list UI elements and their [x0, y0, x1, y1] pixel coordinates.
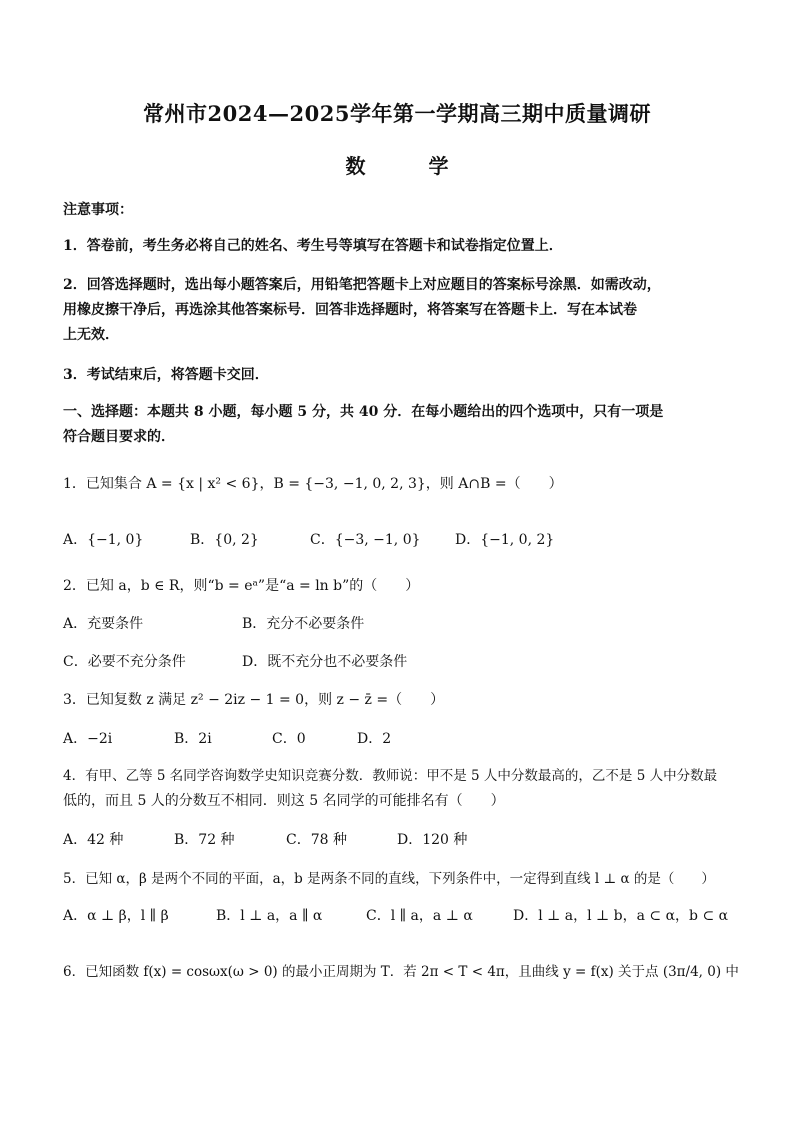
question-4-stem-cont: 低的，而且 5 人的分数互不相同．则这 5 名同学的可能排名有（ ） [63, 793, 505, 809]
question-5-option-b: B．l ⊥ a，a ∥ α [216, 908, 323, 924]
question-4-option-c: C．78 种 [286, 832, 347, 848]
notice-item-1: 1．答卷前，考生务必将自己的姓名、考生号等填写在答题卡和试卷指定位置上． [63, 238, 563, 254]
question-3-option-c: C．0 [272, 731, 306, 747]
question-2-option-d: D．既不充分也不必要条件 [242, 654, 408, 670]
question-4-option-d: D．120 种 [397, 832, 468, 848]
question-5-option-a: A．α ⊥ β，l ∥ β [63, 908, 169, 924]
question-1-option-a: A．{−1, 0} [63, 532, 144, 548]
question-3-option-b: B．2i [174, 731, 212, 747]
question-2-option-c: C．必要不充分条件 [63, 654, 186, 670]
notice-item-2-end: 上无效． [63, 327, 119, 343]
question-2-option-a: A．充要条件 [63, 616, 144, 632]
page-subtitle: 数 学 [345, 154, 477, 178]
question-2-stem: 2．已知 a，b ∈ R，则“b = eᵃ”是“a = ln b”的（ ） [63, 578, 420, 594]
question-4-option-a: A．42 种 [63, 832, 124, 848]
question-1-stem: 1．已知集合 A = {x | x² < 6}，B = {−3, −1, 0, 2, 3}，则 A∩B =（ ） [63, 476, 563, 492]
question-4-option-b: B．72 种 [174, 832, 235, 848]
question-2-option-b: B．充分不必要条件 [242, 616, 365, 632]
notice-item-3: 3．考试结束后，将答题卡交回． [63, 367, 269, 383]
question-3-option-a: A．−2i [63, 731, 113, 747]
section-heading: 一、选择题：本题共 8 小题，每小题 5 分，共 40 分．在每小题给出的四个选项中，只有一项是 [63, 404, 664, 420]
question-5-option-c: C．l ∥ a，a ⊥ α [366, 908, 473, 924]
question-1-option-b: B．{0, 2} [190, 532, 259, 548]
question-3-option-d: D．2 [357, 731, 392, 747]
question-6-stem: 6．已知函数 f(x) = cosωx(ω > 0) 的最小正周期为 T．若 2π < T < 4π，且曲线 y = f(x) 关于点 (3π/4, 0) 中 [63, 964, 739, 980]
section-heading-cont: 符合题目要求的． [63, 429, 175, 445]
notice-item-2-cont: 用橡皮擦干净后，再选涂其他答案标号．回答非选择题时，将答案写在答题卡上．写在本试卷 [63, 302, 637, 318]
question-1-option-d: D．{−1, 0, 2} [455, 532, 555, 548]
question-1-option-c: C．{−3, −1, 0} [310, 532, 421, 548]
question-5-option-d: D．l ⊥ a，l ⊥ b，a ⊂ α，b ⊂ α [513, 908, 729, 924]
question-4-stem: 4．有甲、乙等 5 名同学咨询数学史知识竞赛分数．教师说：甲不是 5 人中分数最高的，乙不是 5 人中分数最 [63, 768, 718, 784]
notice-heading: 注意事项： [63, 202, 133, 218]
page-title: 常州市2024—2025学年第一学期高三期中质量调研 [143, 101, 651, 126]
notice-item-2: 2．回答选择题时，选出每小题答案后，用铅笔把答题卡上对应题目的答案标号涂黑．如需改动， [63, 277, 661, 293]
question-5-stem: 5．已知 α，β 是两个不同的平面，a，b 是两条不同的直线，下列条件中，一定得到直线 l ⊥ α 的是（ ） [63, 871, 715, 887]
question-3-stem: 3．已知复数 z 满足 z² − 2iz − 1 = 0，则 z − z̄ =（ ） [63, 692, 445, 708]
